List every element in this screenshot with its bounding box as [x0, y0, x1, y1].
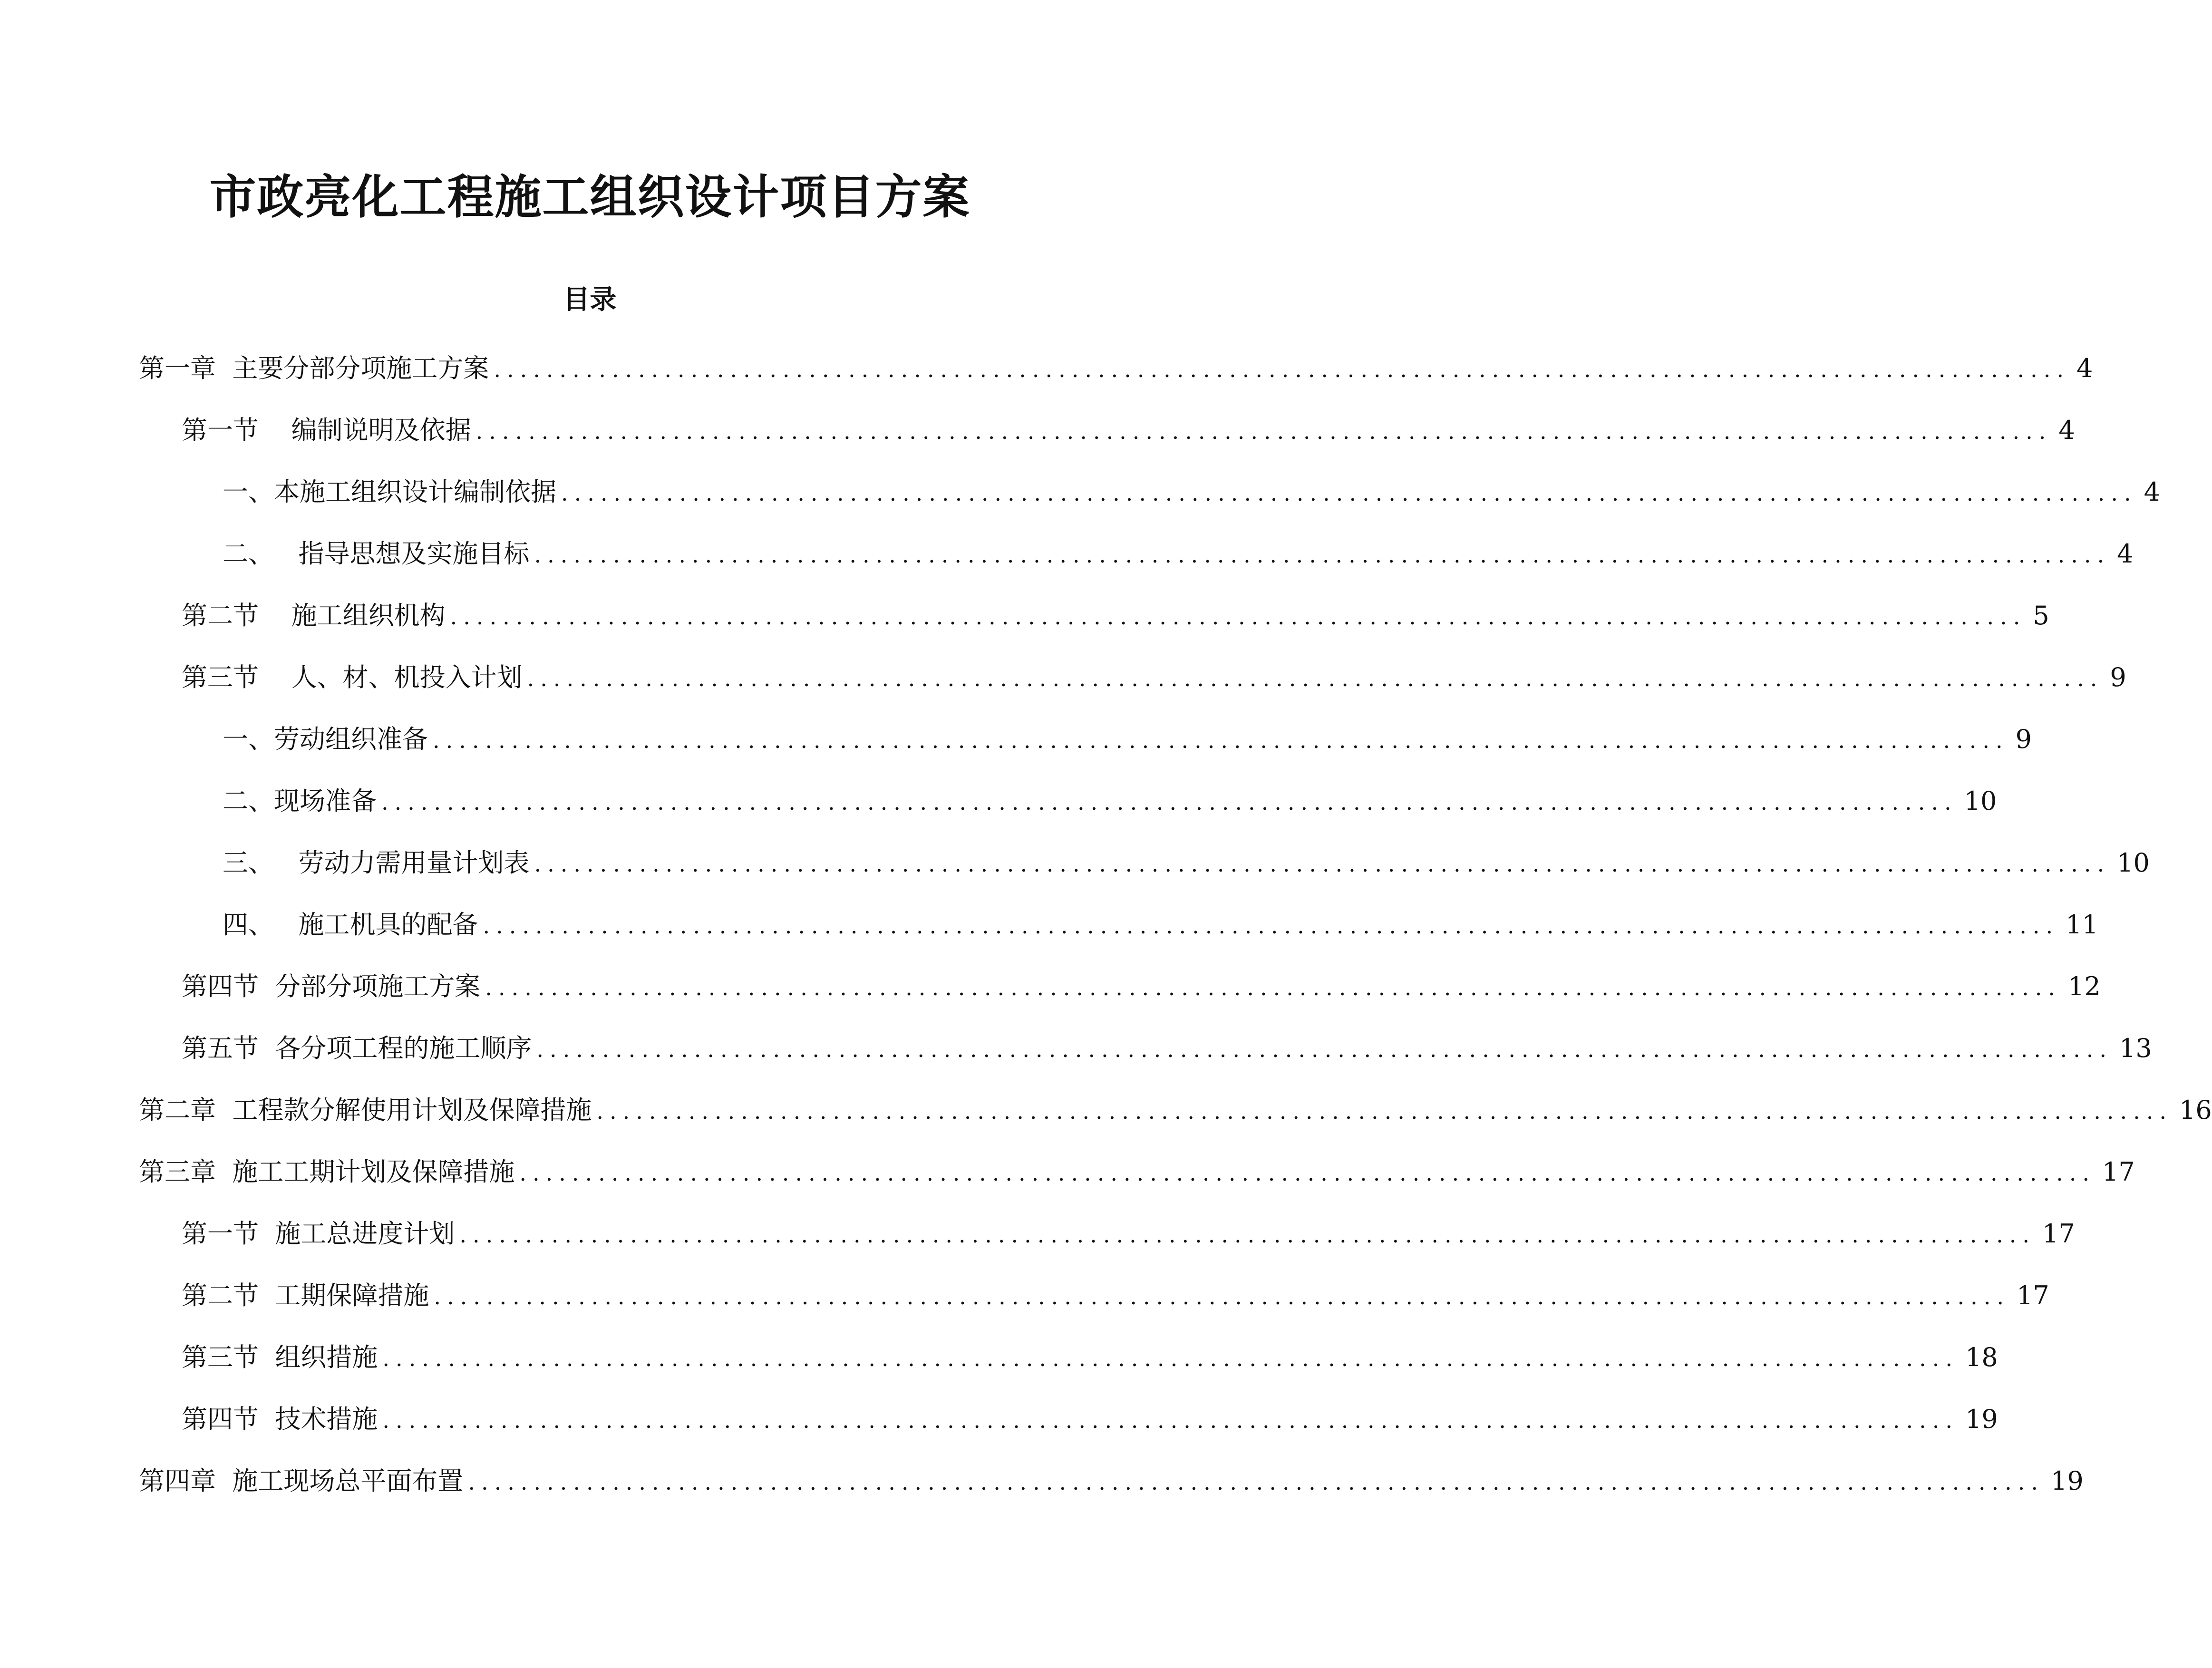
- toc-entry-title: 第五节 各分项工程的施工顺序: [182, 1033, 532, 1063]
- toc-page-number: 4: [2076, 353, 2093, 383]
- toc-dot-leader: ........................................................................................................................: [536, 1037, 2113, 1062]
- toc-entry[interactable]: [182, 1212, 2075, 1255]
- toc-dot-leader: ........................................................................................................................: [450, 604, 2027, 630]
- toc-page-number: 10: [1964, 786, 1997, 816]
- toc-dot-leader: ........................................................................................................................: [475, 418, 2052, 444]
- toc-page-number: 11: [2066, 910, 2098, 940]
- toc-dot-leader: ........................................................................................................................: [381, 789, 1958, 815]
- toc-page-number: 9: [2015, 724, 2032, 754]
- toc-page-number: 17: [2102, 1157, 2135, 1187]
- toc-entry-title: 一、劳动组织准备: [223, 724, 428, 754]
- toc-entry[interactable]: [182, 965, 2101, 1008]
- toc-entry-title: 第三章 施工工期计划及保障措施: [139, 1157, 515, 1187]
- toc-dot-leader: ........................................................................................................................: [485, 975, 2061, 1000]
- toc-dot-leader: ........................................................................................................................: [433, 727, 2009, 753]
- toc-page-number: 16: [2179, 1095, 2212, 1125]
- toc-entry-title: 一、本施工组织设计编制依据: [223, 477, 556, 507]
- toc-page-number: 19: [1965, 1404, 1998, 1434]
- toc-page-number: 4: [2058, 415, 2075, 445]
- toc-page-number: 18: [1965, 1342, 1998, 1372]
- toc-entry[interactable]: [139, 1089, 2212, 1132]
- toc-dot-leader: ........................................................................................................................: [596, 1098, 2173, 1124]
- toc-page-number: 9: [2110, 662, 2126, 692]
- toc-dot-leader: ........................................................................................................................: [534, 851, 2111, 877]
- toc-dot-leader: ........................................................................................................................: [382, 1407, 1959, 1433]
- toc-entry-title: 第三节 人、材、机投入计划: [182, 662, 523, 692]
- toc-entry[interactable]: [182, 409, 2075, 452]
- toc-entry-title: 第二节 施工组织机构: [182, 601, 446, 630]
- toc-page-number: 5: [2033, 601, 2049, 630]
- toc-entry-title: 第四章 施工现场总平面布置: [139, 1466, 464, 1496]
- toc-entry-title: 第四节 分部分项施工方案: [182, 971, 481, 1001]
- toc-entry[interactable]: [182, 1336, 1998, 1379]
- toc-entry[interactable]: [223, 842, 2150, 884]
- toc-dot-leader: ........................................................................................................................: [561, 480, 2137, 506]
- toc-entry[interactable]: [139, 1151, 2135, 1193]
- toc-entry-title: 二、现场准备: [223, 786, 377, 816]
- toc-entry-title: 第一节 编制说明及依据: [182, 415, 471, 445]
- toc-dot-leader: ........................................................................................................................: [382, 1346, 1959, 1371]
- document-title: 市政亮化工程施工组织设计项目方案: [209, 170, 970, 224]
- toc-dot-leader: ........................................................................................................................: [434, 1284, 2010, 1309]
- toc-entry-title: 第二章 工程款分解使用计划及保障措施: [139, 1095, 592, 1125]
- toc-dot-leader: ........................................................................................................................: [534, 542, 2111, 568]
- toc-entry-title: 三、 劳动力需用量计划表: [223, 848, 530, 878]
- toc-entry-title: 第四节 技术措施: [182, 1404, 378, 1434]
- toc-entry[interactable]: [182, 1274, 2049, 1317]
- toc-entry[interactable]: [223, 718, 2032, 761]
- toc-page-number: 17: [2017, 1280, 2049, 1310]
- toc-entry[interactable]: [182, 656, 2126, 699]
- toc-entry[interactable]: [139, 1460, 2084, 1503]
- toc-entry-title: 第二节 工期保障措施: [182, 1280, 429, 1310]
- toc-entry-title: 第三节 组织措施: [182, 1342, 378, 1372]
- toc-entry[interactable]: [182, 1027, 2152, 1070]
- toc-page-number: 4: [2117, 539, 2134, 569]
- toc-entry[interactable]: [139, 347, 2093, 390]
- toc-entry[interactable]: [223, 903, 2098, 946]
- toc-page-number: 19: [2051, 1466, 2084, 1496]
- toc-page-number: 12: [2068, 971, 2101, 1001]
- toc-page-number: 4: [2144, 477, 2161, 507]
- toc-dot-leader: ........................................................................................................................: [527, 666, 2104, 691]
- toc-entry[interactable]: [223, 471, 2161, 514]
- toc-heading: 目录: [563, 284, 617, 315]
- toc-page-number: 10: [2117, 848, 2150, 878]
- toc-dot-leader: ........................................................................................................................: [459, 1222, 2036, 1248]
- toc-dot-leader: ........................................................................................................................: [519, 1160, 2096, 1186]
- toc-entry-title: 第一节 施工总进度计划: [182, 1219, 455, 1249]
- toc-entry[interactable]: [223, 780, 1997, 823]
- toc-dot-leader: ........................................................................................................................: [494, 357, 2070, 382]
- toc-entry[interactable]: [182, 1398, 1998, 1441]
- toc-page-number: 13: [2119, 1033, 2152, 1063]
- toc-dot-leader: ........................................................................................................................: [468, 1469, 2044, 1495]
- toc-dot-leader: ........................................................................................................................: [483, 913, 2059, 939]
- toc-entry[interactable]: [182, 594, 2049, 637]
- toc-entry-title: 二、 指导思想及实施目标: [223, 539, 530, 569]
- toc-entry-title: 第一章 主要分部分项施工方案: [139, 353, 489, 383]
- toc-page-number: 17: [2042, 1219, 2075, 1249]
- toc-entry-title: 四、 施工机具的配备: [223, 910, 478, 940]
- toc-entry[interactable]: [223, 533, 2134, 575]
